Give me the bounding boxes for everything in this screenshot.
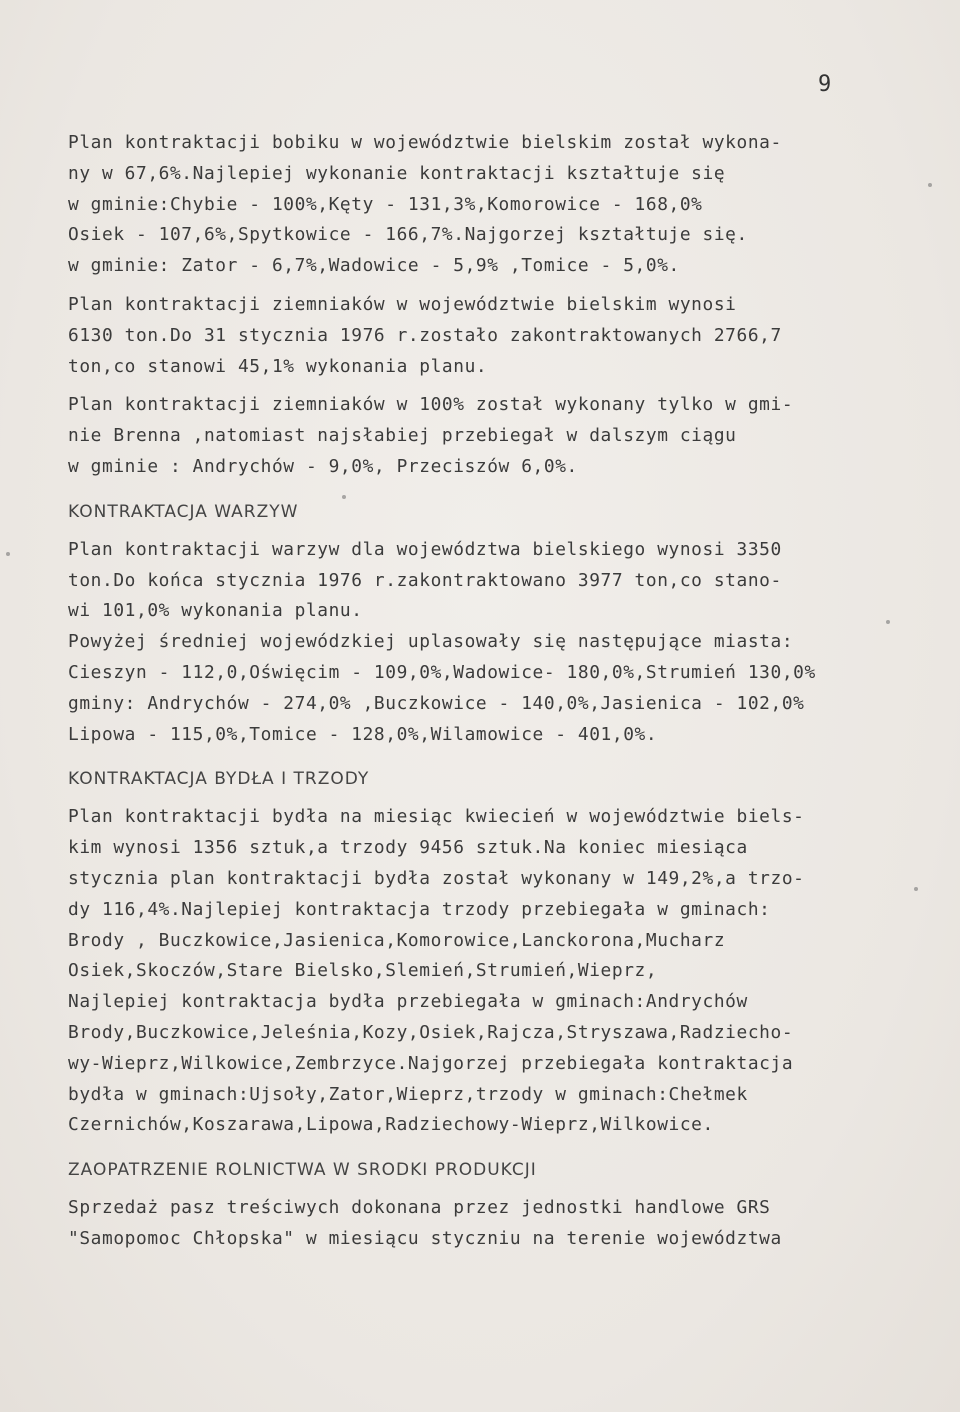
text-line: Plan kontraktacji bydła na miesiąc kwiecień w województwie biels- xyxy=(68,806,805,828)
section-warzywa xyxy=(68,497,928,751)
paragraph-warzywa xyxy=(68,535,928,751)
page-number: 9 xyxy=(818,72,832,97)
scan-speck xyxy=(928,183,932,187)
text-line: kim wynosi 1356 sztuk,a trzody 9456 sztuk.Na koniec miesiąca xyxy=(68,837,748,859)
scan-speck xyxy=(342,495,346,499)
text-line: Plan kontraktacji ziemniaków w 100% został wykonany tylko w gmi- xyxy=(68,394,794,416)
text-line: Plan kontraktacji warzyw dla województwa bielskiego wynosi 3350 xyxy=(68,538,782,560)
paragraph-ziemniaki-gminy xyxy=(68,390,928,482)
text-line: Brody,Buczkowice,Jeleśnia,Kozy,Osiek,Rajcza,Stryszawa,Radziecho- xyxy=(68,1021,794,1043)
text-line: dy 116,4%.Najlepiej kontraktacja trzody przebiegała w gminach: xyxy=(68,898,771,920)
text-line: Plan kontraktacji bobiku w województwie bielskim został wykona- xyxy=(68,132,782,153)
paragraph-bobik xyxy=(68,128,928,282)
text-line: Osiek,Skoczów,Stare Bielsko,Slemień,Strumień,Wieprz, xyxy=(68,960,658,982)
text-line: Czernichów,Koszarawa,Lipowa,Radziechowy-Wieprz,Wilkowice. xyxy=(68,1114,714,1136)
section-bobik-ziemniaki xyxy=(68,128,928,483)
text-line: w gminie:Chybie - 100%,Kęty - 131,3%,Komorowice - 168,0% xyxy=(68,193,703,215)
text-line: wi 101,0% wykonania planu. xyxy=(68,600,363,622)
text-line: Powyżej średniej wojewódzkiej uplasowały się następujące miasta: xyxy=(68,631,794,653)
text-line: "Samopomoc Chłopska" w miesiącu styczniu na terenie województwa xyxy=(68,1227,782,1249)
paragraph-ziemniaki-plan xyxy=(68,290,928,382)
text-line: w gminie : Andrychów - 9,0%, Przeciszów 6,0%. xyxy=(68,455,578,477)
text-line: gminy: Andrychów - 274,0% ,Buczkowice - 140,0%,Jasienica - 102,0% xyxy=(68,692,805,714)
section-heading: ZAOPATRZENIE ROLNICTWA W SRODKI PRODUKCJI xyxy=(68,1160,537,1181)
text-line: Lipowa - 115,0%,Tomice - 128,0%,Wilamowice - 401,0%. xyxy=(68,723,658,745)
scan-speck xyxy=(6,552,10,556)
text-line: w gminie: Zator - 6,7%,Wadowice - 5,9% ,Tomice - 5,0%. xyxy=(68,255,680,277)
text-line: stycznia plan kontraktacji bydła został wykonany w 149,2%,a trzo- xyxy=(68,867,805,889)
section-bydlo-trzoda xyxy=(68,764,928,1141)
scan-speck xyxy=(886,620,890,624)
text-line: ny w 67,6%.Najlepiej wykonanie kontraktacji kształtuje się xyxy=(68,162,726,184)
text-line: nie Brenna ,natomiast najsłabiej przebiegał w dalszym ciągu xyxy=(68,425,737,447)
text-line: 6130 ton.Do 31 stycznia 1976 r.zostało zakontraktowanych 2766,7 xyxy=(68,324,782,346)
section-heading: KONTRAKTACJA BYDŁA I TRZODY xyxy=(68,769,370,790)
text-line: Brody , Buczkowice,Jasienica,Komorowice,Lanckorona,Mucharz xyxy=(68,929,726,951)
text-line: bydła w gminach:Ujsoły,Zator,Wieprz,trzody w gminach:Chełmek xyxy=(68,1083,748,1105)
text-line: Cieszyn - 112,0,Oświęcim - 109,0%,Wadowice- 180,0%,Strumień 130,0% xyxy=(68,661,816,683)
document-body xyxy=(68,128,928,1255)
text-line: Plan kontraktacji ziemniaków w województwie bielskim wynosi xyxy=(68,293,737,315)
text-line: ton.Do końca stycznia 1976 r.zakontraktowano 3977 ton,co stano- xyxy=(68,569,782,591)
section-zaopatrzenie xyxy=(68,1155,928,1255)
text-line: wy-Wieprz,Wilkowice,Zembrzyce.Najgorzej przebiegała kontraktacja xyxy=(68,1052,794,1074)
section-heading: KONTRAKTACJA WARZYW xyxy=(68,501,299,522)
text-line: Osiek - 107,6%,Spytkowice - 166,7%.Najgorzej kształtuje się. xyxy=(68,224,748,246)
text-line: ton,co stanowi 45,1% wykonania planu. xyxy=(68,355,488,377)
paragraph-zaopatrzenie xyxy=(68,1193,928,1255)
text-line: Najlepiej kontraktacja bydła przebiegała w gminach:Andrychów xyxy=(68,991,748,1013)
scan-speck xyxy=(914,887,918,891)
text-line: Sprzedaż pasz treściwych dokonana przez jednostki handlowe GRS xyxy=(68,1197,771,1219)
paragraph-bydlo-trzoda xyxy=(68,802,928,1141)
